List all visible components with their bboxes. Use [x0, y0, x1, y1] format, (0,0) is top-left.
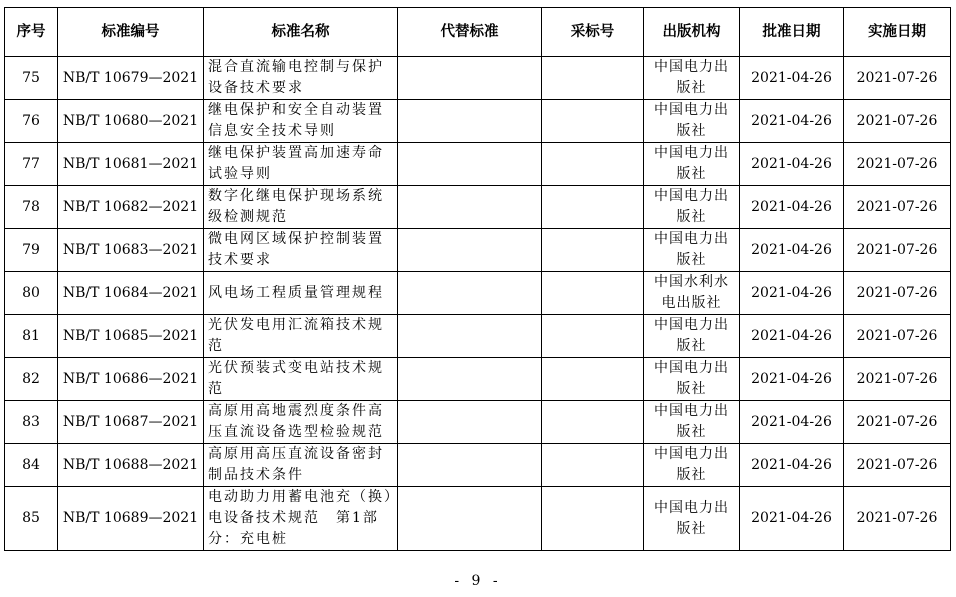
row-replace — [398, 57, 542, 100]
row-publisher: 中国电力出版社 — [644, 487, 740, 551]
row-no: 84 — [5, 444, 58, 487]
row-publisher: 中国电力出版社 — [644, 315, 740, 358]
row-replace — [398, 100, 542, 143]
row-name: 微电网区域保护控制装置技术要求 — [204, 229, 398, 272]
table-row — [5, 315, 951, 358]
row-name: 继电保护和安全自动装置信息安全技术导则 — [204, 100, 398, 143]
row-approve-date: 2021-04-26 — [740, 186, 844, 229]
row-name: 高原用高压直流设备密封制品技术条件 — [204, 444, 398, 487]
row-approve-date: 2021-04-26 — [740, 315, 844, 358]
row-adopt — [542, 57, 644, 100]
row-replace — [398, 444, 542, 487]
row-no: 79 — [5, 229, 58, 272]
row-no: 82 — [5, 358, 58, 401]
row-code: NB/T 10688—2021 — [58, 444, 204, 487]
row-code: NB/T 10689—2021 — [58, 487, 204, 551]
row-approve-date: 2021-04-26 — [740, 487, 844, 551]
row-adopt — [542, 100, 644, 143]
row-name: 混合直流输电控制与保护设备技术要求 — [204, 57, 398, 100]
row-replace — [398, 272, 542, 315]
header-row — [5, 8, 951, 57]
row-replace — [398, 229, 542, 272]
row-name: 风电场工程质量管理规程 — [204, 272, 398, 315]
table-row — [5, 358, 951, 401]
row-publisher: 中国电力出版社 — [644, 57, 740, 100]
row-approve-date: 2021-04-26 — [740, 229, 844, 272]
table-row — [5, 272, 951, 315]
row-replace — [398, 401, 542, 444]
row-code: NB/T 10685—2021 — [58, 315, 204, 358]
row-implement-date: 2021-07-26 — [844, 315, 951, 358]
row-publisher: 中国电力出版社 — [644, 444, 740, 487]
row-replace — [398, 315, 542, 358]
table-row — [5, 186, 951, 229]
row-approve-date: 2021-04-26 — [740, 401, 844, 444]
row-code: NB/T 10682—2021 — [58, 186, 204, 229]
row-adopt — [542, 487, 644, 551]
row-implement-date: 2021-07-26 — [844, 229, 951, 272]
header-implement-date: 实施日期 — [844, 8, 951, 57]
row-adopt — [542, 315, 644, 358]
row-adopt — [542, 401, 644, 444]
row-publisher: 中国电力出版社 — [644, 143, 740, 186]
row-replace — [398, 358, 542, 401]
row-adopt — [542, 272, 644, 315]
row-replace — [398, 487, 542, 551]
row-publisher: 中国电力出版社 — [644, 100, 740, 143]
row-implement-date: 2021-07-26 — [844, 401, 951, 444]
row-name: 数字化继电保护现场系统级检测规范 — [204, 186, 398, 229]
table-row — [5, 57, 951, 100]
header-no: 序号 — [5, 8, 58, 57]
header-replace: 代替标准 — [398, 8, 542, 57]
row-code: NB/T 10687—2021 — [58, 401, 204, 444]
row-adopt — [542, 143, 644, 186]
row-code: NB/T 10680—2021 — [58, 100, 204, 143]
row-approve-date: 2021-04-26 — [740, 100, 844, 143]
row-code: NB/T 10683—2021 — [58, 229, 204, 272]
row-no: 77 — [5, 143, 58, 186]
row-code: NB/T 10681—2021 — [58, 143, 204, 186]
row-approve-date: 2021-04-26 — [740, 272, 844, 315]
row-publisher: 中国水利水电出版社 — [644, 272, 740, 315]
row-publisher: 中国电力出版社 — [644, 358, 740, 401]
row-no: 80 — [5, 272, 58, 315]
row-name: 电动助力用蓄电池充（换）电设备技术规范 第1部分：充电桩 — [204, 487, 398, 551]
row-publisher: 中国电力出版社 — [644, 401, 740, 444]
row-implement-date: 2021-07-26 — [844, 487, 951, 551]
row-no: 76 — [5, 100, 58, 143]
table-row — [5, 487, 951, 551]
row-approve-date: 2021-04-26 — [740, 143, 844, 186]
table-row — [5, 229, 951, 272]
row-implement-date: 2021-07-26 — [844, 186, 951, 229]
row-name: 光伏预装式变电站技术规范 — [204, 358, 398, 401]
table-row — [5, 444, 951, 487]
header-adopt: 采标号 — [542, 8, 644, 57]
row-implement-date: 2021-07-26 — [844, 143, 951, 186]
row-implement-date: 2021-07-26 — [844, 100, 951, 143]
row-no: 81 — [5, 315, 58, 358]
header-publisher: 出版机构 — [644, 8, 740, 57]
row-publisher: 中国电力出版社 — [644, 186, 740, 229]
row-implement-date: 2021-07-26 — [844, 358, 951, 401]
table-row — [5, 100, 951, 143]
table-row — [5, 143, 951, 186]
row-adopt — [542, 229, 644, 272]
row-adopt — [542, 358, 644, 401]
table-row — [5, 401, 951, 444]
row-no: 78 — [5, 186, 58, 229]
row-approve-date: 2021-04-26 — [740, 444, 844, 487]
row-implement-date: 2021-07-26 — [844, 272, 951, 315]
header-name: 标准名称 — [204, 8, 398, 57]
row-approve-date: 2021-04-26 — [740, 57, 844, 100]
standards-table — [4, 7, 951, 551]
row-code: NB/T 10684—2021 — [58, 272, 204, 315]
row-code: NB/T 10679—2021 — [58, 57, 204, 100]
row-approve-date: 2021-04-26 — [740, 358, 844, 401]
row-implement-date: 2021-07-26 — [844, 57, 951, 100]
row-no: 75 — [5, 57, 58, 100]
page-number: - 9 - — [454, 573, 502, 589]
row-publisher: 中国电力出版社 — [644, 229, 740, 272]
row-no: 83 — [5, 401, 58, 444]
header-approve-date: 批准日期 — [740, 8, 844, 57]
row-name: 光伏发电用汇流箱技术规范 — [204, 315, 398, 358]
row-adopt — [542, 186, 644, 229]
row-name: 高原用高地震烈度条件高压直流设备选型检验规范 — [204, 401, 398, 444]
row-no: 85 — [5, 487, 58, 551]
header-code: 标准编号 — [58, 8, 204, 57]
row-replace — [398, 186, 542, 229]
row-replace — [398, 143, 542, 186]
row-code: NB/T 10686—2021 — [58, 358, 204, 401]
row-adopt — [542, 444, 644, 487]
row-name: 继电保护装置高加速寿命试验导则 — [204, 143, 398, 186]
row-implement-date: 2021-07-26 — [844, 444, 951, 487]
